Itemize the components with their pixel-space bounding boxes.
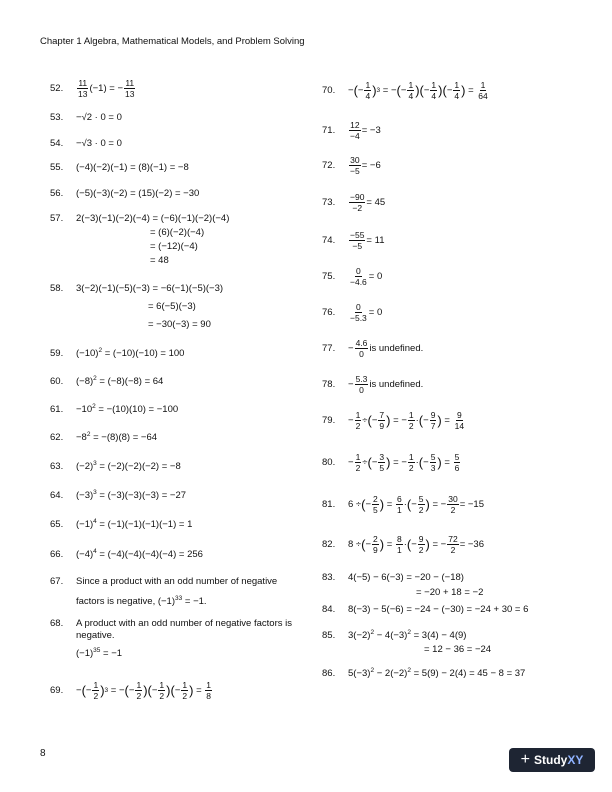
problem-86: 86. $5(-3)^2 - 2(-2)^2 = 5(9) - 2(4) = 45 - 8 = 37$ <box>322 666 526 679</box>
fraction: $\frac{5}{6}$ <box>454 452 460 473</box>
fraction: $\frac{5}{3}$ <box>430 452 436 473</box>
problem-57: 57. 2(−3)(−1)(−2)(−4) = (−6)(−1)(−2)(−4) = (6)(−2)(−4) = (−12)(−4) = 48 <box>50 213 230 266</box>
fraction: $\frac{30}{2}$ <box>448 494 458 515</box>
fraction: $\frac{12}{-4}$ <box>350 120 360 141</box>
problem-81: 81. 6 ÷ ( − $\frac{2}{5}$ ) = $\frac{6}{1}$ · ( − $\frac{5}{2}$ ) = − $\frac{30}{2}$ = −15 <box>322 494 484 515</box>
fraction: $\frac{1}{4}$ <box>431 80 437 101</box>
fraction: $\frac{-55}{-5}$ <box>350 230 365 251</box>
fraction: $\frac{1}{2}$ <box>159 680 165 701</box>
problem-78: 78. − $\frac{5.3}{0}$ is undefined. <box>322 374 424 395</box>
problem-80: 80. − $\frac{1}{2}$ ÷ ( − $\frac{3}{5}$ ) = − $\frac{1}{2}$ · ( − $\frac{5}{3}$ ) = $\frac{5}{6}$ <box>322 452 460 473</box>
problem-69: 69. − ( − $\frac{1}{2}$ ) 3 = − ( − $\frac{1}{2}$ )( − $\frac{1}{2}$ )( − $\frac{1}{2}$ ) = $\frac{1}{8}$ <box>50 680 212 701</box>
problem-54: 54. −√3 · 0 = 0 <box>50 138 122 149</box>
problem-83: 83. 4(−5) − 6(−3) = −20 − (−18) = −20 + 18 = −2 <box>322 572 484 598</box>
problem-52: 52. 11 13 (−1) = − $\frac{11}{13}$ <box>50 78 135 99</box>
problem-74: 74. $\frac{-55}{-5}$ = 11 <box>322 230 385 251</box>
problem-60: 60. $(-8)^2 = (-8)(-8) = 64$ <box>50 374 164 387</box>
problem-55: 55. (−4)(−2)(−1) = (8)(−1) = −8 <box>50 162 189 173</box>
fraction: $\frac{1}{2}$ <box>408 452 414 473</box>
fraction: $\frac{9}{14}$ <box>454 410 465 431</box>
fraction: $\frac{1}{4}$ <box>408 80 414 101</box>
plus-icon: + <box>520 751 530 768</box>
fraction: 11 13 <box>78 78 88 99</box>
fraction: $\frac{72}{2}$ <box>448 534 458 555</box>
problem-75: 75. $\frac{0}{-4.6}$ = 0 <box>322 266 383 287</box>
fraction: $\frac{3}{5}$ <box>379 452 385 473</box>
problem-72: 72. $\frac{30}{-5}$ = −6 <box>322 155 381 176</box>
fraction: $\frac{5.3}{0}$ <box>355 374 368 395</box>
fraction: $\frac{9}{7}$ <box>430 410 436 431</box>
problem-66: 66. $(-4)^4 = (-4)(-4)(-4)(-4) = 256$ <box>50 547 203 560</box>
fraction: $\frac{1}{4}$ <box>365 80 371 101</box>
fraction: $\frac{30}{-5}$ <box>350 155 360 176</box>
problem-85: 85. $3(-2)^2 - 4(-3)^2 = 3(4) - 4(9)$ = 12 − 36 = −24 <box>322 628 492 655</box>
problem-68: 68. A product with an odd number of negative factors is negative. $(-1)^{35} = -1$ <box>50 618 292 659</box>
fraction: $\frac{1}{4}$ <box>454 80 460 101</box>
fraction: $\frac{4.6}{0}$ <box>355 338 368 359</box>
problem-63: 63. $(-2)^3 = (-2)(-2)(-2) = -8$ <box>50 459 181 472</box>
fraction: $\frac{1}{64}$ <box>478 80 488 101</box>
fraction: $\frac{1}{2}$ <box>355 452 361 473</box>
fraction: $\frac{7}{9}$ <box>379 410 385 431</box>
fraction: $\frac{1}{2}$ <box>182 680 188 701</box>
problem-71: 71. $\frac{12}{-4}$ = −3 <box>322 120 381 141</box>
fraction: $\frac{11}{13}$ <box>125 78 135 99</box>
problem-53: 53. −√2 · 0 = 0 <box>50 112 122 123</box>
problem-84: 84. 8(−3) − 5(−6) = −24 − (−30) = −24 + 30 = 6 <box>322 604 529 615</box>
fraction: $\frac{1}{2}$ <box>355 410 361 431</box>
fraction: $\frac{1}{2}$ <box>408 410 414 431</box>
page-number: 8 <box>40 748 46 759</box>
fraction: $\frac{8}{1}$ <box>396 534 402 555</box>
problem-59: 59. $(-10)^2 = (-10)(-10) = 100$ <box>50 346 185 359</box>
problem-65: 65. $(-1)^4 = (-1)(-1)(-1)(-1) = 1$ <box>50 517 193 530</box>
fraction: $\frac{1}{2}$ <box>136 680 142 701</box>
fraction: $\frac{6}{1}$ <box>396 494 402 515</box>
problem-70: 70. − ( − $\frac{1}{4}$ ) 3 = − ( − $\frac{1}{4}$ )( − $\frac{1}{4}$ )( − $\frac{1}{4}$ ) = $\frac{1}{64}$ <box>322 80 488 101</box>
problem-62: 62. $-8^2 = -(8)(8) = -64$ <box>50 430 158 443</box>
fraction: $\frac{5}{2}$ <box>418 494 424 515</box>
problem-76: 76. $\frac{0}{-5.3}$ = 0 <box>322 302 383 323</box>
problem-73: 73. $\frac{-90}{-2}$ = 45 <box>322 192 386 213</box>
problem-77: 77. − $\frac{4.6}{0}$ is undefined. <box>322 338 424 359</box>
fraction: $\frac{1}{2}$ <box>93 680 99 701</box>
fraction: $\frac{9}{2}$ <box>418 534 424 555</box>
studyxy-logo: + Study XY <box>509 748 595 772</box>
fraction: $\frac{-90}{-2}$ <box>350 192 365 213</box>
page-header: Chapter 1 Algebra, Mathematical Models, and Problem Solving <box>40 36 305 47</box>
fraction: $\frac{0}{-5.3}$ <box>350 302 367 323</box>
problem-61: 61. $-10^2 = -(10)(10) = -100$ <box>50 402 179 415</box>
problem-58: 58. 3(−2)(−1)(−5)(−3) = −6(−1)(−5)(−3) = 6(−5)(−3) = −30(−3) = 90 <box>50 283 224 330</box>
problem-64: 64. $(-3)^3 = (-3)(-3)(-3) = -27$ <box>50 488 187 501</box>
problem-82: 82. 8 ÷ ( − $\frac{2}{9}$ ) = $\frac{8}{1}$ · ( − $\frac{9}{2}$ ) = − $\frac{72}{2}$ = −36 <box>322 534 484 555</box>
fraction: $\frac{2}{5}$ <box>373 494 378 515</box>
fraction: $\frac{0}{-4.6}$ <box>350 266 367 287</box>
fraction: $\frac{2}{9}$ <box>373 534 378 555</box>
problem-56: 56. (−5)(−3)(−2) = (15)(−2) = −30 <box>50 188 200 199</box>
problem-79: 79. − $\frac{1}{2}$ ÷ ( − $\frac{7}{9}$ ) = − $\frac{1}{2}$ · ( − $\frac{9}{7}$ ) = $\frac{9}{14}$ <box>322 410 465 431</box>
problem-67: 67. Since a product with an odd number of negative factors is negative, $(-1)^{33} = -1$. <box>50 576 278 607</box>
fraction: $\frac{1}{8}$ <box>206 680 212 701</box>
